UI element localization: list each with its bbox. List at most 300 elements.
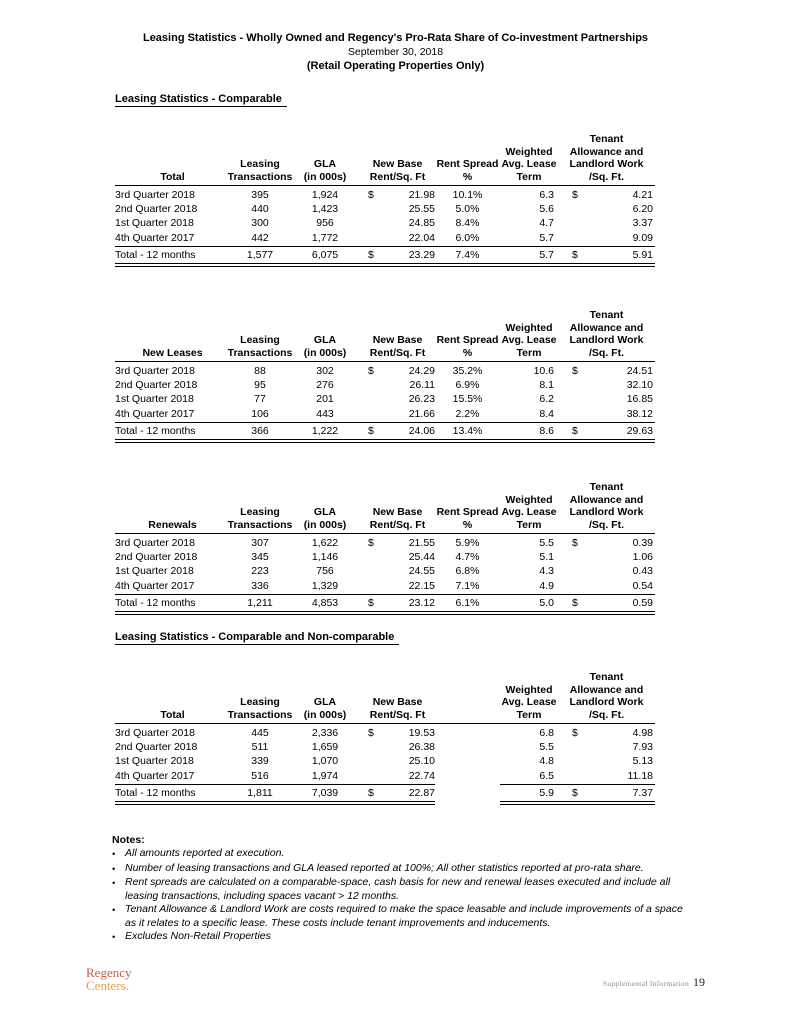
rule-segment — [500, 784, 655, 785]
cell-rent-spread — [435, 754, 500, 768]
table-total-row — [115, 596, 655, 610]
cell-dollar-sign — [558, 216, 580, 230]
cell-leasing-transactions: 300 — [251, 217, 269, 230]
cell-rent-spread: 10.1% — [452, 189, 483, 201]
cell-dollar-sign — [360, 378, 382, 392]
header-line: New Leases — [142, 346, 203, 359]
cell-tenant-allowance: 4.21 — [632, 189, 653, 201]
cell-dollar-sign: $ — [572, 786, 578, 799]
cell-dollar-sign — [360, 564, 382, 578]
cell-new-base-rent: 19.53 — [408, 727, 435, 739]
header-line: Rent/Sq. Ft — [369, 518, 426, 531]
cell-period: 1st Quarter 2018 — [115, 755, 194, 768]
header-line: Term — [516, 346, 542, 359]
header-line: Transactions — [227, 346, 293, 359]
cell-rent-spread: 6.9% — [455, 379, 480, 392]
cell-rent-spread — [435, 769, 500, 783]
cell-dollar-sign — [360, 392, 382, 406]
cell-gla: 276 — [316, 379, 334, 392]
cell-lease-term: 5.1 — [539, 551, 554, 564]
cell-tenant-allowance: 0.59 — [632, 596, 653, 609]
header-line: Transactions — [227, 518, 293, 531]
header-line: Landlord Work — [569, 506, 644, 518]
cell-gla: 6,075 — [311, 248, 339, 261]
cell-new-base-rent: 22.04 — [408, 231, 435, 244]
header-line: Avg. Lease — [501, 158, 557, 170]
cell-dollar-sign — [360, 407, 382, 421]
cell-gla: 756 — [316, 565, 334, 578]
header-line: New Base — [372, 696, 423, 708]
cell-gla: 1,329 — [311, 579, 339, 592]
cell-tenant-allowance: 29.63 — [626, 424, 653, 437]
rule-segment — [115, 185, 655, 186]
report-date: September 30, 2018 — [347, 46, 444, 58]
cell-period: 2nd Quarter 2018 — [115, 551, 198, 564]
header-line: Leasing — [240, 506, 280, 518]
header-line: Tenant — [589, 671, 624, 683]
cell-lease-term: 4.9 — [539, 579, 554, 592]
page-number: 19 — [693, 975, 705, 989]
column-header-tenant-allowance — [558, 133, 655, 183]
cell-dollar-sign — [360, 216, 382, 230]
note-text: Rent spreads are calculated on a comparable-space, cash basis for new and renewal leases executed and include all leasing transactions, including spaces vacant > 12 months. — [125, 876, 671, 902]
cell-tenant-allowance: 6.20 — [632, 203, 653, 216]
cell-lease-term: 6.5 — [539, 769, 554, 782]
cell-dollar-sign — [360, 550, 382, 564]
column-header-gla — [290, 696, 360, 721]
cell-dollar-sign — [558, 550, 580, 564]
cell-leasing-transactions: 445 — [251, 727, 269, 739]
table-header-row — [115, 481, 655, 533]
cell-new-base-rent: 24.85 — [408, 217, 435, 230]
cell-rent-spread: 15.5% — [452, 393, 483, 406]
header-line: Allowance and — [569, 493, 644, 506]
cell-tenant-allowance: 5.91 — [632, 248, 653, 261]
table-header-row — [115, 133, 655, 185]
header-line: Landlord Work — [569, 696, 644, 708]
cell-gla: 4,853 — [311, 596, 339, 609]
header-line: Term — [516, 708, 542, 721]
header-line: /Sq. Ft. — [589, 518, 624, 531]
cell-lease-term: 5.0 — [539, 596, 554, 609]
cell-dollar-sign — [558, 202, 580, 216]
cell-rent-spread — [435, 786, 500, 800]
cell-dollar-sign: $ — [368, 786, 374, 799]
cell-dollar-sign: $ — [368, 424, 374, 437]
header-line: Term — [516, 170, 542, 183]
note-item — [112, 930, 692, 945]
table-row — [115, 726, 655, 740]
header-line: Tenant — [589, 481, 624, 493]
bullet-icon: • — [112, 878, 116, 888]
table-rule — [115, 246, 655, 247]
cell-lease-term: 5.7 — [539, 231, 554, 244]
rule-segment — [115, 723, 655, 724]
table-row — [115, 740, 655, 754]
header-line: Total — [160, 708, 185, 721]
table-row — [115, 564, 655, 578]
column-header-label — [115, 519, 230, 532]
header-line: % — [462, 518, 473, 531]
cell-new-base-rent: 26.11 — [409, 379, 435, 392]
cell-tenant-allowance: 38.12 — [626, 407, 653, 420]
table-rule — [115, 263, 655, 267]
rule-segment — [115, 594, 655, 595]
cell-lease-term: 5.5 — [539, 537, 554, 549]
notes-list — [112, 847, 692, 945]
header-line: Weighted — [505, 493, 553, 506]
table-rule — [115, 784, 655, 785]
note-item — [112, 876, 692, 903]
cell-dollar-sign — [558, 740, 580, 754]
cell-lease-term: 6.8 — [539, 727, 554, 739]
rule-segment — [115, 801, 435, 805]
cell-lease-term: 8.4 — [539, 407, 554, 420]
cell-gla: 1,146 — [311, 551, 339, 564]
cell-lease-term: 10.6 — [533, 365, 554, 377]
note-text: Number of leasing transactions and GLA leased reported at 100%; All other statistics reported at pro-rata share. — [125, 861, 644, 874]
cell-period: 4th Quarter 2017 — [115, 407, 195, 420]
cell-dollar-sign: $ — [368, 365, 374, 377]
cell-rent-spread — [435, 726, 500, 740]
header-line: New Base — [372, 158, 423, 170]
cell-new-base-rent: 22.87 — [408, 786, 435, 799]
cell-period: 4th Quarter 2017 — [115, 231, 195, 244]
rule-segment — [115, 784, 435, 785]
cell-dollar-sign: $ — [368, 596, 374, 609]
cell-gla: 1,423 — [311, 203, 339, 216]
table-row — [115, 550, 655, 564]
table-row — [115, 579, 655, 593]
column-header-tenant-allowance — [558, 481, 655, 531]
cell-gla: 201 — [316, 393, 334, 406]
header-line: Rent Spread — [436, 334, 499, 346]
table-rule — [115, 723, 655, 724]
column-header-new-base-rent — [360, 158, 435, 183]
cell-rent-spread: 7.1% — [455, 579, 480, 592]
cell-dollar-sign: $ — [368, 727, 374, 739]
cell-new-base-rent: 23.12 — [408, 596, 435, 609]
cell-dollar-sign — [360, 754, 382, 768]
cell-lease-term: 8.1 — [539, 379, 554, 392]
cell-tenant-allowance: 24.51 — [626, 365, 653, 377]
column-header-tenant-allowance — [558, 671, 655, 721]
rule-segment — [500, 801, 655, 805]
cell-period: 1st Quarter 2018 — [115, 217, 194, 230]
header-line: (in 000s) — [303, 708, 347, 721]
table-rule — [115, 422, 655, 423]
header-line: Avg. Lease — [501, 334, 557, 346]
cell-dollar-sign: $ — [572, 248, 578, 261]
cell-new-base-rent: 26.38 — [408, 741, 435, 754]
cell-dollar-sign: $ — [572, 727, 578, 739]
cell-rent-spread: 35.2% — [452, 365, 483, 377]
header-line: Avg. Lease — [501, 506, 557, 518]
cell-period: 1st Quarter 2018 — [115, 393, 194, 406]
table-row — [115, 769, 655, 783]
cell-rent-spread: 6.8% — [455, 565, 480, 578]
cell-period: Total - 12 months — [115, 424, 196, 437]
cell-dollar-sign: $ — [572, 365, 578, 377]
cell-dollar-sign — [558, 769, 580, 783]
cell-leasing-transactions: 307 — [251, 537, 269, 549]
header-line: Tenant — [589, 133, 624, 145]
header-line: Transactions — [227, 708, 293, 721]
cell-lease-term: 4.3 — [539, 565, 554, 578]
page-title: Leasing Statistics - Wholly Owned and Regency's Pro-Rata Share of Co-investment Partnerships — [142, 32, 649, 44]
cell-gla: 1,222 — [311, 424, 339, 437]
rule-segment — [115, 246, 655, 247]
table-row — [115, 392, 655, 406]
cell-leasing-transactions: 516 — [251, 769, 269, 782]
cell-leasing-transactions: 106 — [251, 407, 269, 420]
cell-tenant-allowance: 7.37 — [632, 786, 653, 799]
bullet-icon: • — [112, 932, 116, 942]
cell-gla: 956 — [316, 217, 334, 230]
column-header-lease-term — [500, 322, 558, 360]
cell-lease-term: 5.6 — [539, 203, 554, 216]
cell-lease-term: 5.7 — [539, 248, 554, 261]
notes-title: Notes: — [112, 834, 145, 846]
cell-new-base-rent: 22.15 — [408, 579, 435, 592]
column-header-gla — [290, 506, 360, 531]
cell-tenant-allowance: 5.13 — [632, 755, 653, 768]
table-row — [115, 536, 655, 550]
cell-dollar-sign: $ — [368, 189, 374, 201]
header-line: (in 000s) — [303, 170, 347, 183]
table-comparable-new-leases — [115, 309, 655, 443]
cell-period: Total - 12 months — [115, 786, 196, 799]
table-comparable-total — [115, 133, 655, 267]
cell-leasing-transactions: 88 — [254, 365, 266, 377]
cell-tenant-allowance: 11.18 — [627, 769, 653, 782]
cell-period: 2nd Quarter 2018 — [115, 379, 198, 392]
table-total-row — [115, 786, 655, 800]
cell-dollar-sign: $ — [572, 189, 578, 201]
cell-leasing-transactions: 442 — [251, 231, 269, 244]
cell-dollar-sign: $ — [572, 537, 578, 549]
rule-gap — [435, 784, 500, 785]
table-total-row — [115, 248, 655, 262]
cell-gla: 1,772 — [311, 231, 339, 244]
header-line: Rent/Sq. Ft — [369, 346, 426, 359]
cell-period: Total - 12 months — [115, 248, 196, 261]
header-line: GLA — [313, 696, 337, 708]
header-line: New Base — [372, 334, 423, 346]
header-line: Landlord Work — [569, 334, 644, 346]
bullet-icon: • — [112, 905, 116, 915]
header-line: /Sq. Ft. — [589, 346, 624, 359]
table-rule — [115, 361, 655, 362]
header-line: Avg. Lease — [501, 696, 557, 708]
note-item — [112, 862, 692, 877]
table-row — [115, 188, 655, 202]
header-line: Allowance and — [569, 145, 644, 158]
cell-new-base-rent: 21.66 — [408, 407, 435, 420]
cell-dollar-sign: $ — [572, 424, 578, 437]
header-line: % — [462, 346, 473, 359]
header-line: Transactions — [227, 170, 293, 183]
header-line: Leasing — [240, 696, 280, 708]
cell-period: 2nd Quarter 2018 — [115, 741, 198, 754]
cell-new-base-rent: 24.29 — [408, 365, 435, 377]
cell-rent-spread: 4.7% — [455, 551, 480, 564]
rule-segment — [115, 611, 655, 615]
table-comparable-and-non-comparable-total — [115, 671, 655, 805]
cell-new-base-rent: 25.10 — [408, 755, 435, 768]
cell-dollar-sign — [558, 579, 580, 593]
column-header-gla — [290, 158, 360, 183]
cell-dollar-sign — [360, 579, 382, 593]
cell-rent-spread: 8.4% — [455, 217, 480, 230]
cell-gla: 1,622 — [311, 537, 339, 549]
cell-leasing-transactions: 223 — [251, 565, 269, 578]
cell-gla: 302 — [316, 365, 334, 377]
note-text: Excludes Non-Retail Properties — [125, 930, 271, 942]
table-rule — [115, 594, 655, 595]
cell-dollar-sign: $ — [368, 537, 374, 549]
column-header-rent-spread — [435, 506, 500, 531]
header-line: New Base — [372, 506, 423, 518]
cell-lease-term: 4.8 — [539, 755, 554, 768]
cell-period: 3rd Quarter 2018 — [115, 537, 195, 549]
cell-period: 3rd Quarter 2018 — [115, 189, 195, 201]
header-line: Weighted — [505, 683, 553, 696]
header-line: Allowance and — [569, 321, 644, 334]
cell-gla: 443 — [316, 407, 334, 420]
cell-dollar-sign — [558, 754, 580, 768]
note-item — [112, 903, 692, 930]
column-header-lease-term — [500, 684, 558, 722]
table-rule — [115, 611, 655, 615]
footer-page-info — [603, 975, 705, 990]
column-header-label — [115, 347, 230, 360]
column-header-leasing-transactions — [227, 696, 293, 721]
header-line: Total — [160, 170, 185, 183]
cell-new-base-rent: 21.55 — [408, 537, 435, 549]
note-text: All amounts reported at execution. — [125, 847, 285, 859]
cell-tenant-allowance: 16.85 — [626, 393, 653, 406]
cell-tenant-allowance: 0.39 — [632, 537, 653, 549]
column-header-new-base-rent — [360, 696, 435, 721]
cell-new-base-rent: 22.74 — [408, 769, 435, 782]
column-header-label — [115, 709, 230, 722]
table-rule — [115, 439, 655, 443]
cell-dollar-sign — [360, 740, 382, 754]
header-line: (in 000s) — [303, 346, 347, 359]
cell-gla: 2,336 — [311, 727, 339, 739]
cell-lease-term: 6.2 — [539, 393, 554, 406]
column-header-rent-spread — [435, 158, 500, 183]
cell-leasing-transactions: 1,577 — [246, 248, 274, 261]
cell-leasing-transactions: 336 — [251, 579, 269, 592]
table-rule — [115, 533, 655, 534]
cell-period: 1st Quarter 2018 — [115, 565, 194, 578]
column-header-gla — [290, 334, 360, 359]
cell-new-base-rent: 23.29 — [408, 248, 435, 261]
cell-leasing-transactions: 1,211 — [247, 596, 273, 609]
header-line: Leasing — [240, 158, 280, 170]
cell-tenant-allowance: 1.06 — [632, 551, 653, 564]
table-comparable-renewals — [115, 481, 655, 615]
cell-new-base-rent: 24.55 — [408, 565, 435, 578]
cell-dollar-sign — [558, 564, 580, 578]
header-line: Rent Spread — [436, 506, 499, 518]
cell-leasing-transactions: 95 — [254, 379, 266, 392]
cell-dollar-sign — [558, 392, 580, 406]
column-header-leasing-transactions — [227, 158, 293, 183]
logo-line-centers: Centers. — [86, 978, 129, 993]
cell-dollar-sign — [360, 202, 382, 216]
cell-tenant-allowance: 0.43 — [632, 565, 653, 578]
logo-line-regency: Regency — [86, 965, 132, 980]
column-header-leasing-transactions — [227, 334, 293, 359]
cell-period: 4th Quarter 2017 — [115, 579, 195, 592]
header-line: Weighted — [505, 321, 553, 334]
rule-segment — [115, 439, 655, 443]
cell-leasing-transactions: 366 — [251, 424, 269, 437]
section-heading-comparable: Leasing Statistics - Comparable — [115, 93, 287, 107]
section-heading-comparable-and-non-comparable: Leasing Statistics - Comparable and Non-comparable — [115, 631, 399, 645]
cell-gla: 7,039 — [311, 786, 339, 799]
cell-period: 4th Quarter 2017 — [115, 769, 195, 782]
cell-period: 3rd Quarter 2018 — [115, 727, 195, 739]
cell-lease-term: 8.6 — [539, 424, 554, 437]
header-line: % — [462, 170, 473, 183]
header-line: (in 000s) — [303, 518, 347, 531]
cell-new-base-rent: 25.55 — [408, 203, 435, 216]
cell-leasing-transactions: 77 — [254, 393, 266, 406]
cell-leasing-transactions: 395 — [251, 189, 269, 201]
bullet-icon: • — [112, 863, 116, 874]
table-row — [115, 364, 655, 378]
cell-rent-spread — [435, 740, 500, 754]
rule-segment — [115, 533, 655, 534]
header-line: Term — [516, 518, 542, 531]
header-line: GLA — [313, 334, 337, 346]
cell-dollar-sign — [558, 378, 580, 392]
cell-lease-term: 4.7 — [539, 217, 554, 230]
header-line: GLA — [313, 158, 337, 170]
cell-new-base-rent: 26.23 — [408, 393, 435, 406]
header-line: Allowance and — [569, 683, 644, 696]
table-total-row — [115, 424, 655, 438]
header-line: /Sq. Ft. — [589, 170, 624, 183]
cell-gla: 1,924 — [311, 189, 339, 201]
notes-section — [112, 833, 692, 945]
bullet-icon: • — [112, 849, 116, 859]
table-row — [115, 407, 655, 421]
cell-period: Total - 12 months — [115, 596, 196, 609]
header-line: GLA — [313, 506, 337, 518]
footer-label: Supplemental Information — [602, 979, 689, 988]
header-line: Landlord Work — [569, 158, 644, 170]
header-line: Tenant — [589, 309, 624, 321]
table-row — [115, 378, 655, 392]
column-header-lease-term — [500, 146, 558, 184]
header-line: Leasing — [240, 334, 280, 346]
cell-period: 2nd Quarter 2018 — [115, 203, 198, 216]
rule-segment — [115, 361, 655, 362]
cell-rent-spread: 13.4% — [452, 424, 483, 437]
header-line: Rent Spread — [436, 158, 499, 170]
cell-leasing-transactions: 1,811 — [247, 786, 273, 799]
header-line: /Sq. Ft. — [589, 708, 624, 721]
cell-leasing-transactions: 345 — [251, 551, 269, 564]
cell-dollar-sign: $ — [572, 596, 578, 609]
cell-gla: 1,659 — [311, 741, 339, 754]
cell-rent-spread: 5.9% — [455, 537, 480, 549]
